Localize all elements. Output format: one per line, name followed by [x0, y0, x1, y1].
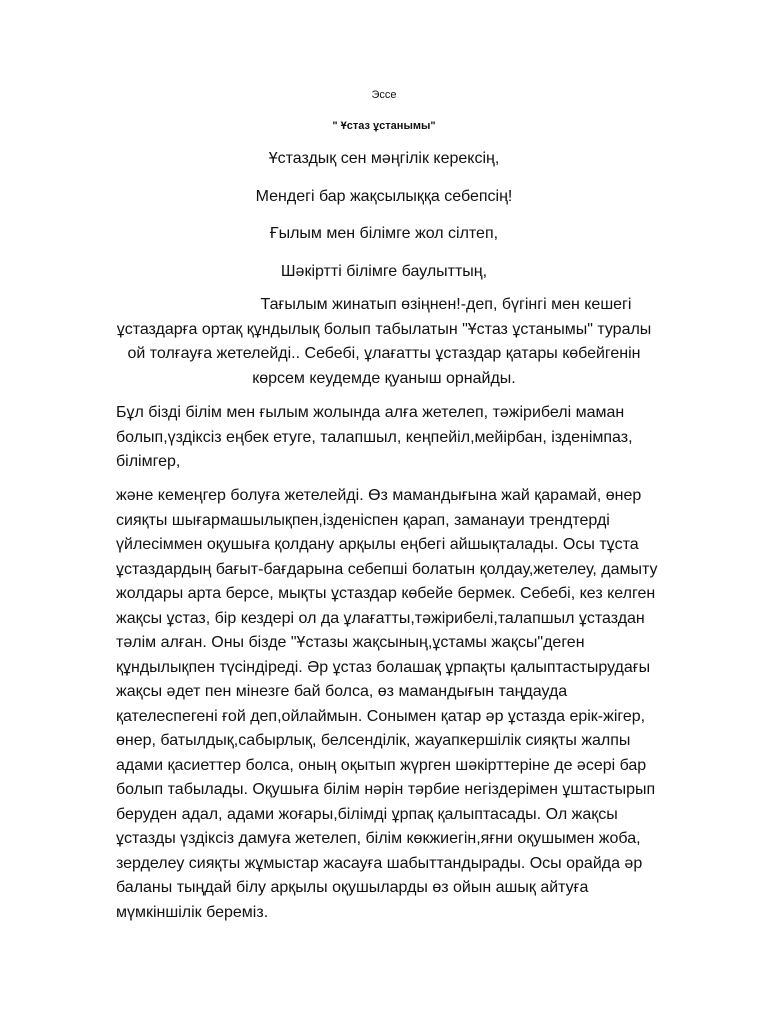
document-title: " Ұстаз ұстанымы"	[332, 120, 436, 132]
poem-line-4: Шәкіртті білімге баулыттың,	[280, 262, 488, 280]
poem-line-1: Ұстаздық сен мәңгілік керексің,	[268, 150, 500, 167]
body-paragraph-2: және кемеңгер болуға жетелейді. Өз мамандығына жай қарамай, өнер сияқты шығармашылықпен,ізденіспен қарап, заманауи трендтерді үйлесіммен оқушыға қолдану арқылы еңбегі айшықталады. Осы тұста ұстаздардың бағыт-бағдарына себепші болатын қолдау,жетелеу, дамыту жолдары арта берсе, мықты ұстаздар көбейе бермек. Себебі, кез келген жақсы ұстаз, бір кездері ол да ұлағатты,тәжірибелі,талапшыл ұстаздан тәлім алған. Оны бізде "Ұстазы жақсының,ұстамы жақсы"деген құндылықпен түсіндіреді. Әр ұстаз болашақ ұрпақты қалыптастырудағы жақсы әдет пен мінезге бай болса, өз мамандығын таңдауда қателеспегені ғой деп,ойлаймын. Сонымен қатар әр ұстазда ерік-жігер, өнер, батылдық,сабырлық, белсенділік, жауапкершілік сияқты жалпы адами қасиеттер болса, оның оқытып жүрген шәкірттеріне де әсері бар болып табылады. Оқушыға білім нәрін тәрбие негіздерімен ұштастырып беруден адал, адами жоғары,білімді ұрпақ қалыптасады. Ол жақсы ұстазды үздіксіз дамуға жетелеп, білім көкжиегін,яғни оқушымен жоба, зерделеу сияқты жұмыстар жасауға шабыттандырады. Осы орайда әр баланы тыңдай білу арқылы оқушыларды өз ойын ашық айтуға мүмкіншілік береміз.	[116, 487, 658, 921]
document-label: Эссе	[371, 89, 397, 101]
body-paragraph-1: Бұл бізді білім мен ғылым жолында алға жетелеп, тәжірибелі маман болып,үздіксіз еңбек етуге, талапшыл, кеңпейіл,мейірбан, ізденімпаз, білімгер,	[116, 404, 633, 470]
poem-block	[0, 148, 768, 298]
intro-paragraph: Тағылым жинатып өзіңнен!-деп, бүгінгі мен кешегі ұстаздарға ортақ құндылық болып табылатын "Ұстаз ұстанымы" туралы ой толғауға жетелейді.. Себебі, ұлағатты ұстаздар қатары көбейгенін көрсем кеудемде қуаныш орнайды.	[116, 296, 652, 387]
poem-line-3: Ғылым мен білімге жол сілтеп,	[269, 225, 499, 242]
poem-line-2: Мендегі бар жақсылыққа себепсің!	[255, 187, 513, 205]
